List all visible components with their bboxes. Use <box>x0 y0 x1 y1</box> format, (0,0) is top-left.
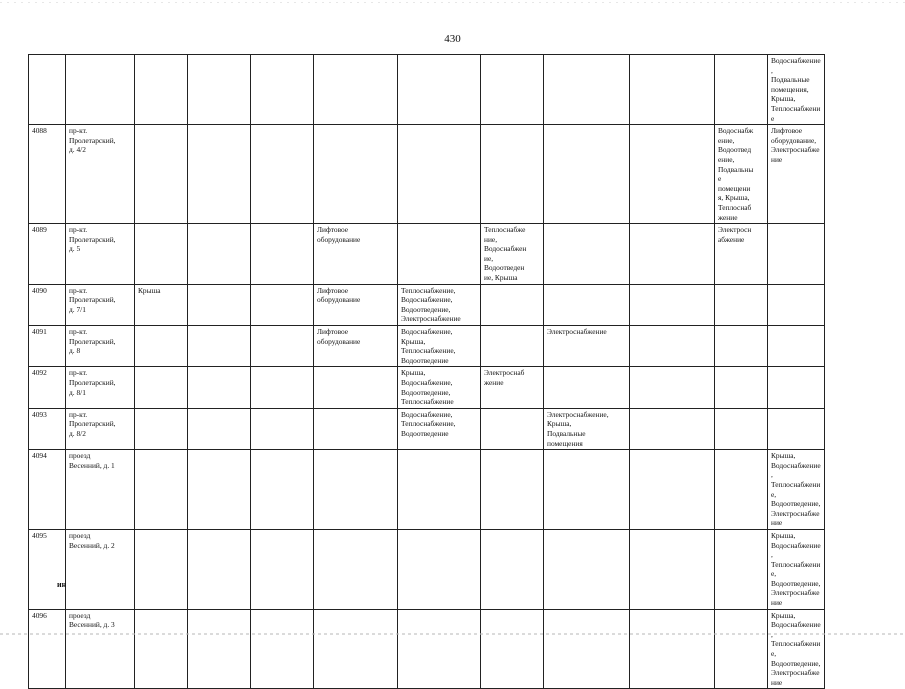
table-cell-c12 <box>768 125 825 224</box>
table-cell-c6 <box>314 609 398 689</box>
table-cell-c11 <box>715 609 768 689</box>
table-cell-c4 <box>188 224 251 285</box>
table-cell-id <box>29 367 66 408</box>
table-cell-c7 <box>398 284 481 325</box>
table-cell-c9 <box>544 326 630 367</box>
table-cell-c11 <box>715 284 768 325</box>
table-cell-c5 <box>251 450 314 530</box>
cell-text: Электроснаб жение <box>484 368 525 387</box>
repair-schedule-table <box>28 54 825 689</box>
table-cell-id <box>29 529 66 609</box>
table-cell-c6 <box>314 450 398 530</box>
table-cell-c12 <box>768 529 825 609</box>
table-cell-c6 <box>314 224 398 285</box>
table-cell-c8 <box>481 125 544 224</box>
cell-text: Теплоснабже ние, Водоснабжен ие, Водоотведен ие, Крыша <box>484 225 527 283</box>
cell-text: Электроснабжение <box>547 327 607 337</box>
cell-text: 4088 <box>32 126 47 136</box>
cell-text: пр-кт. Пролетарский, д. 7/1 <box>69 285 116 314</box>
table-cell-c5 <box>251 55 314 125</box>
table-cell-c10 <box>630 326 715 367</box>
table-cell-address <box>66 529 135 609</box>
table-cell-c3 <box>135 224 188 285</box>
table-cell-c7 <box>398 224 481 285</box>
table-cell-id <box>29 326 66 367</box>
table-cell-c11 <box>715 408 768 449</box>
table-cell-c8 <box>481 529 544 609</box>
cell-text: проезд Весенний, д. 1 <box>69 451 115 470</box>
cell-text: проезд Весенний, д. 3 <box>69 610 115 630</box>
cell-text: Лифтовое оборудование <box>317 225 361 244</box>
table-cell-address <box>66 450 135 530</box>
table-cell-c4 <box>188 55 251 125</box>
cell-text: 4095 <box>32 530 47 540</box>
table-cell-c5 <box>251 408 314 449</box>
table-row <box>29 450 825 530</box>
table-cell-id <box>29 284 66 325</box>
table-row <box>29 284 825 325</box>
table-cell-c12 <box>768 55 825 125</box>
cell-text: Лифтовое оборудование <box>317 327 361 346</box>
cell-text: Крыша, Водоснабжение, Водоотведение, Теплоснабжение <box>401 368 454 407</box>
table-cell-address <box>66 367 135 408</box>
table-cell-c4 <box>188 450 251 530</box>
table-cell-id <box>29 224 66 285</box>
table-cell-c7 <box>398 326 481 367</box>
table-cell-c11 <box>715 224 768 285</box>
table-cell-c10 <box>630 529 715 609</box>
footer-initials: ин <box>57 580 67 589</box>
table-row <box>29 55 825 125</box>
table-cell-c11 <box>715 326 768 367</box>
table-cell-c7 <box>398 125 481 224</box>
cell-text: Крыша, Водоснабжение, Теплоснабжение, Водоотведение, Электроснабжение <box>771 451 821 528</box>
table-row <box>29 408 825 449</box>
table-cell-c9 <box>544 609 630 689</box>
table-cell-c6 <box>314 529 398 609</box>
table-cell-c9 <box>544 284 630 325</box>
table-cell-c3 <box>135 367 188 408</box>
table-cell-c5 <box>251 224 314 285</box>
cell-text: Лифтовое оборудование, Электроснабжение <box>771 126 820 164</box>
table-cell-c12 <box>768 224 825 285</box>
cell-text: проезд Весенний, д. 2 <box>69 530 115 550</box>
table-cell-c4 <box>188 326 251 367</box>
table-cell-c12 <box>768 450 825 530</box>
table-cell-c8 <box>481 609 544 689</box>
cell-text: пр-кт. Пролетарский, д. 8/1 <box>69 368 116 397</box>
table-cell-c11 <box>715 367 768 408</box>
cell-text: пр-кт. Пролетарский, д. 8/2 <box>69 409 116 438</box>
table-cell-address <box>66 609 135 689</box>
table-cell-c6 <box>314 326 398 367</box>
table-cell-c4 <box>188 125 251 224</box>
table-cell-c4 <box>188 529 251 609</box>
cell-text: пр-кт. Пролетарский, д. 5 <box>69 225 116 254</box>
table-cell-c12 <box>768 408 825 449</box>
table-cell-c3 <box>135 125 188 224</box>
table-cell-c9 <box>544 367 630 408</box>
table-cell-c12 <box>768 609 825 689</box>
table-cell-c9 <box>544 125 630 224</box>
cell-text: 4090 <box>32 285 47 295</box>
table-cell-c3 <box>135 55 188 125</box>
table-cell-c7 <box>398 450 481 530</box>
table-cell-c6 <box>314 55 398 125</box>
cell-text: 4092 <box>32 368 47 378</box>
table-cell-c8 <box>481 55 544 125</box>
table-row <box>29 529 825 609</box>
table-cell-c10 <box>630 450 715 530</box>
table-cell-c10 <box>630 55 715 125</box>
table-cell-c3 <box>135 609 188 689</box>
table-cell-c3 <box>135 529 188 609</box>
cell-text: Водоснабжение, Подвальные помещения, Крыша, Теплоснабжение <box>771 56 821 123</box>
cell-text: пр-кт. Пролетарский, д. 4/2 <box>69 126 116 155</box>
table-cell-c11 <box>715 450 768 530</box>
cell-text: Лифтовое оборудование <box>317 285 361 305</box>
table-cell-id <box>29 609 66 689</box>
table-cell-c8 <box>481 408 544 449</box>
table-cell-c10 <box>630 125 715 224</box>
table-cell-c3 <box>135 284 188 325</box>
table-cell-c4 <box>188 284 251 325</box>
table-cell-c12 <box>768 326 825 367</box>
table-cell-c12 <box>768 367 825 408</box>
cell-text: 4093 <box>32 409 47 419</box>
table-cell-c8 <box>481 284 544 325</box>
table-cell-c7 <box>398 408 481 449</box>
table-cell-c9 <box>544 408 630 449</box>
table-cell-c5 <box>251 609 314 689</box>
table-row <box>29 326 825 367</box>
cell-text: 4089 <box>32 225 47 235</box>
table-cell-c10 <box>630 609 715 689</box>
table-cell-c9 <box>544 450 630 530</box>
table-cell-c3 <box>135 408 188 449</box>
table-cell-address <box>66 125 135 224</box>
table-cell-address <box>66 55 135 125</box>
page-number: 430 <box>444 33 461 45</box>
cell-text: Крыша, Водоснабжение Теплоснабжение, Водоотведение, Электроснабжение <box>771 610 821 687</box>
cell-text: Крыша <box>138 285 161 295</box>
table-cell-address <box>66 284 135 325</box>
table-cell-c10 <box>630 284 715 325</box>
table-cell-c11 <box>715 55 768 125</box>
table-cell-c8 <box>481 450 544 530</box>
table-cell-c8 <box>481 367 544 408</box>
table-cell-c10 <box>630 224 715 285</box>
cell-text: Водоснабж ение, Водоотвед ение, Подвальны е помещени я, Крыша, Теплоснаб жение <box>718 126 754 222</box>
table-cell-c10 <box>630 408 715 449</box>
table-cell-c4 <box>188 408 251 449</box>
table-cell-c4 <box>188 367 251 408</box>
table-cell-c9 <box>544 55 630 125</box>
table-cell-id <box>29 408 66 449</box>
table-row <box>29 125 825 224</box>
table-cell-c5 <box>251 529 314 609</box>
table-cell-c7 <box>398 529 481 609</box>
table-cell-c5 <box>251 326 314 367</box>
table-row <box>29 609 825 689</box>
table-cell-c12 <box>768 284 825 325</box>
table-cell-c5 <box>251 284 314 325</box>
cell-text: Водоснабжение, Крыша, Теплоснабжение, Водоотведение <box>401 327 456 365</box>
table-cell-id <box>29 55 66 125</box>
table-cell-c7 <box>398 55 481 125</box>
table-cell-c7 <box>398 367 481 408</box>
table-cell-c6 <box>314 125 398 224</box>
table-cell-c8 <box>481 224 544 285</box>
cell-text: Крыша, Водоснабжение, Теплоснабжение, Водоотведение, Электроснабжение <box>771 530 821 608</box>
cell-text: Электроснабжение, Крыша, Подвальные помещения <box>547 409 609 448</box>
table-row <box>29 367 825 408</box>
scan-artifact-bottom <box>0 633 905 635</box>
cell-text: пр-кт. Пролетарский, д. 8 <box>69 327 116 356</box>
cell-text: Теплоснабжение, Водоснабжение, Водоотведение, Электроснабжение <box>401 285 461 324</box>
table-cell-c9 <box>544 224 630 285</box>
table-cell-c11 <box>715 529 768 609</box>
cell-text: 4096 <box>32 610 47 620</box>
table-cell-id <box>29 450 66 530</box>
table-cell-c10 <box>630 367 715 408</box>
cell-text: Электросн абжение <box>718 225 752 244</box>
table-cell-c6 <box>314 367 398 408</box>
table-cell-c9 <box>544 529 630 609</box>
table-cell-address <box>66 408 135 449</box>
table-cell-c5 <box>251 367 314 408</box>
table-cell-c4 <box>188 609 251 689</box>
cell-text: 4094 <box>32 451 47 461</box>
table-cell-c5 <box>251 125 314 224</box>
cell-text: Водоснабжение, Теплоснабжение, Водоотведение <box>401 409 456 438</box>
table-cell-c3 <box>135 450 188 530</box>
table-cell-c11 <box>715 125 768 224</box>
table-cell-c7 <box>398 609 481 689</box>
table-cell-c8 <box>481 326 544 367</box>
table-cell-address <box>66 326 135 367</box>
table-cell-address <box>66 224 135 285</box>
cell-text: 4091 <box>32 327 47 337</box>
scan-artifact-top <box>0 2 905 3</box>
table-cell-id <box>29 125 66 224</box>
table-cell-c6 <box>314 284 398 325</box>
table-cell-c6 <box>314 408 398 449</box>
table-cell-c3 <box>135 326 188 367</box>
table-row <box>29 224 825 285</box>
